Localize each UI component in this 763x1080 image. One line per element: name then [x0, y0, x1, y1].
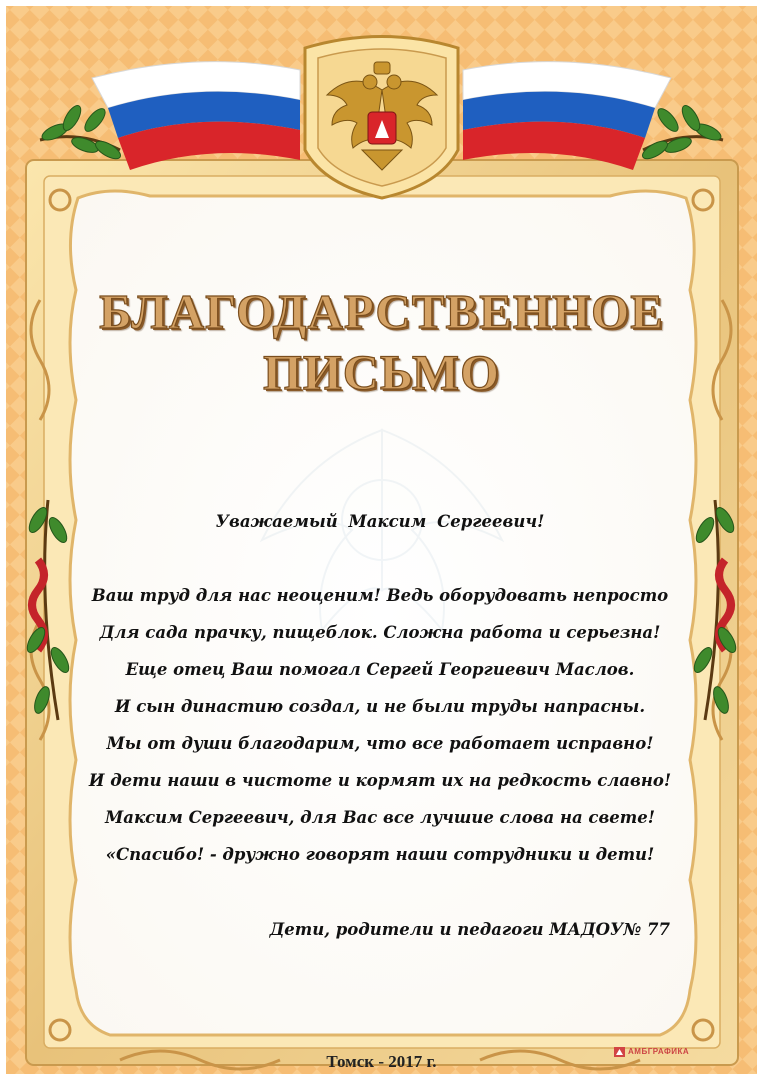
poem-line: Ваш труд для нас неоценим! Ведь оборудовать непросто — [91, 586, 669, 605]
poem-line: Для сада прачку, пищеблок. Сложна работа и серьезна! — [99, 623, 661, 642]
poem-line: «Спасибо! - дружно говорят наши сотрудники и дети! — [105, 845, 655, 864]
poem-line: И дети наши в чистоте и кормят их на редкость славно! — [88, 771, 672, 790]
city-year: Томск - 2017 г. — [326, 1052, 437, 1071]
title-line-1: БЛАГОДАРСТВЕННОЕ — [99, 284, 664, 339]
poem-line: Максим Сергеевич, для Вас все лучшие слова на свете! — [104, 808, 656, 827]
signature: Дети, родители и педагоги МАДОУ№ 77 — [269, 920, 670, 939]
title-line-2: ПИСЬМО — [262, 344, 501, 400]
poem-line: Мы от души благодарим, что все работает исправно! — [106, 734, 654, 753]
publisher-mark: АМБГРАФИКА — [628, 1047, 690, 1056]
poem-line: Еще отец Ваш помогал Сергей Георгиевич Маслов. — [125, 660, 635, 679]
greeting: Уважаемый Максим Сергеевич! — [215, 512, 545, 531]
poem-line: И сын династию создал, и не были труды напрасны. — [114, 697, 646, 716]
russian-coat-of-arms-icon — [305, 37, 458, 199]
